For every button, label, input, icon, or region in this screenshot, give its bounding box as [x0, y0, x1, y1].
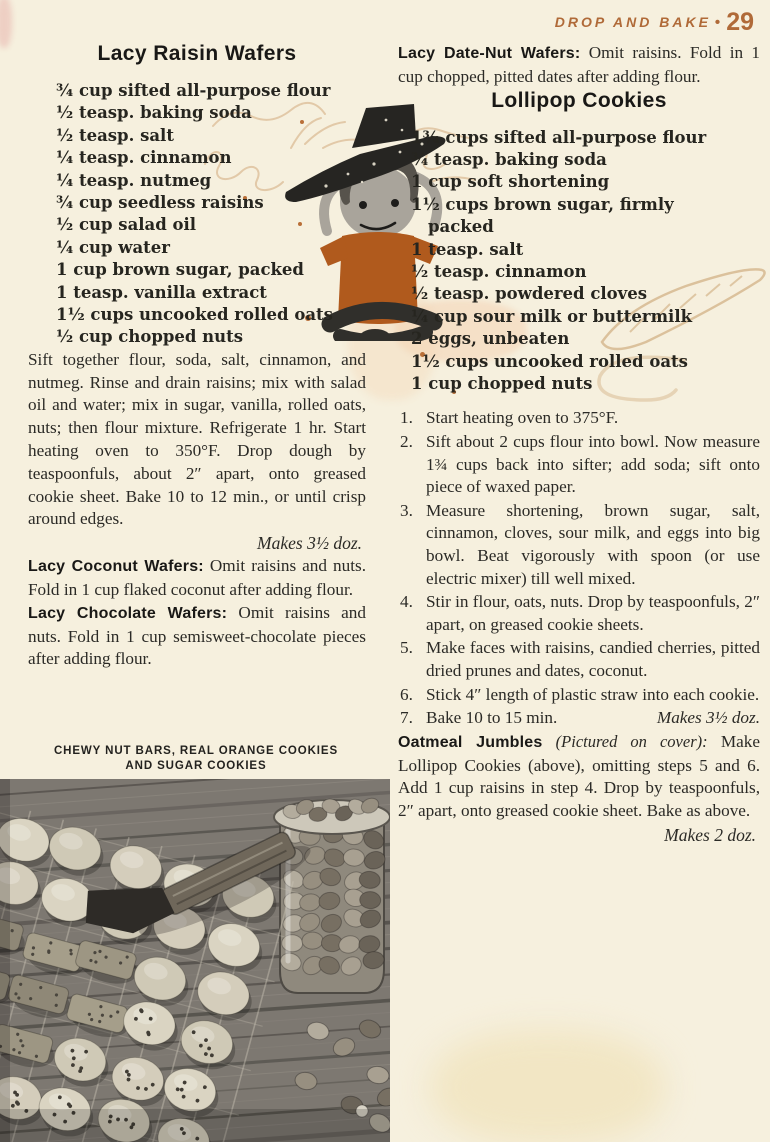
ingredient-line: 1 teasp. salt	[411, 239, 524, 259]
ingredient-list	[28, 80, 366, 349]
ingredient-line: ¾ cup sifted all-purpose flour	[56, 81, 331, 100]
variation-name: Lacy Date-Nut Wafers:	[398, 45, 581, 62]
variation-name: Lacy Chocolate Wafers:	[28, 604, 228, 622]
step-item: 6. Stick 4″ length of plastic straw into each cookie.	[400, 684, 760, 704]
variation-text: Omit raisins and nuts. Fold in 1 cup semisweet-chocolate pieces after adding flour.	[28, 602, 366, 669]
ingredient-line: ¼ cup sour milk or buttermilk	[411, 306, 693, 326]
ingredient-line: 2 eggs, unbeaten	[411, 329, 570, 349]
cookies-photo	[0, 779, 390, 1142]
ingredient-line: 1 cup soft shortening	[411, 172, 610, 192]
left-column	[28, 42, 366, 671]
pictured-note: (Pictured on cover):	[555, 731, 708, 751]
step-item: 3. Measure shortening, brown sugar, salt, cinnamon, cloves, sour milk, and eggs into big bowl. Beat vigorously with spoon (or use electric mixer) till well mixed.	[400, 500, 760, 588]
step-item: 7. Bake 10 to 15 min. Makes 3½ doz.	[398, 707, 760, 730]
pink-edge-mark	[0, 0, 12, 48]
ingredient-line: 1½ cups uncooked rolled oats	[56, 305, 333, 325]
separator-dot: •	[714, 14, 721, 31]
ingredient-line: 1½ cups brown sugar, firmly packed	[411, 194, 674, 237]
ingredient-line: ¾ teasp. baking soda	[411, 150, 607, 169]
cookies-photo-art	[0, 779, 390, 1142]
step-item: 5. Make faces with raisins, candied cherries, pitted dried prunes and dates, coconut.	[400, 638, 760, 680]
step-item: 2. Sift about 2 cups flour into bowl. Now measure 1¾ cups back into sifter; add soda; sift onto piece of waxed paper.	[400, 432, 760, 497]
yield-note: Makes 3½ doz.	[656, 708, 760, 728]
ingredient-line: 1 cup brown sugar, packed	[56, 260, 304, 280]
oatmeal-jumbles-paragraph	[398, 731, 760, 823]
recipe-name: Oatmeal Jumbles	[398, 733, 543, 751]
yield-note: Makes 3½ doz.	[257, 533, 362, 554]
ingredient-line: 1 teasp. vanilla extract	[56, 282, 267, 302]
section-title: DROP AND BAKE	[554, 14, 711, 30]
page-number: 29	[726, 8, 754, 36]
ingredient-line: 1 cup chopped nuts	[411, 374, 593, 394]
ingredient-line: ¾ cup seedless raisins	[56, 193, 264, 213]
ingredient-line: ½ teasp. salt	[56, 125, 174, 145]
caption-line: AND SUGAR COOKIES	[125, 760, 267, 772]
ingredient-line: ½ cup chopped nuts	[56, 327, 244, 347]
ingredient-line: ½ teasp. cinnamon	[411, 262, 587, 282]
caption-line: CHEWY NUT BARS, REAL ORANGE COOKIES	[53, 745, 339, 757]
variation-name: Lacy Coconut Wafers:	[28, 558, 204, 576]
variation-text: Omit raisins and nuts. Fold in 1 cup flaked coconut after adding flour.	[28, 556, 366, 600]
oatmeal-text: Make Lollipop Cookies (above), omitting steps 5 and 6. Add 1 cup raisins in step 4. Drop by teaspoonfuls, 2″ apart, onto greased cookie sheet. Bake as above.	[398, 731, 760, 821]
right-column	[398, 42, 760, 847]
step-item: 1. Start heating oven to 375°F.	[400, 408, 619, 428]
variation-coconut	[28, 555, 366, 602]
yield-note: Makes 2 doz.	[664, 824, 756, 845]
recipe-title-lollipop-cookies: Lollipop Cookies	[491, 88, 667, 112]
running-head	[555, 8, 754, 37]
ingredient-line: ¼ teasp. cinnamon	[56, 148, 232, 168]
ingredient-line: ¼ teasp. nutmeg	[56, 170, 212, 190]
method-steps	[398, 407, 760, 729]
variation-date-nut	[398, 42, 760, 89]
ingredient-line: ½ teasp. baking soda	[56, 103, 252, 123]
method-paragraph: Sift together flour, soda, salt, cinnamon, and nutmeg. Rinse and drain raisins; mix with salad oil and water; mix in sugar, vanilla, rolled oats, nuts; then flour mixture. Refrigerate 1 hr. Start heating oven to 350°F. Drop dough by teaspoonfuls, about 2″ apart, onto greased cookie sheet. Bake 10 to 12 min., or until crisp around edges.	[28, 349, 366, 529]
variation-chocolate	[28, 602, 366, 671]
ingredient-line: ¼ cup water	[56, 237, 170, 257]
variation-text: Omit raisins. Fold in 1 cup chopped, pitted dates after adding flour.	[398, 43, 760, 86]
stain-patch	[430, 1030, 665, 1142]
ingredient-line: 1½ cups uncooked rolled oats	[411, 351, 688, 371]
ingredient-line: 1¾ cups sifted all-purpose flour	[411, 127, 707, 147]
step-item: 4. Stir in flour, oats, nuts. Drop by teaspoonfuls, 2″ apart, on greased cookie sheets.	[400, 592, 760, 634]
recipe-title-lacy-raisin-wafers: Lacy Raisin Wafers	[97, 42, 297, 65]
ingredient-line: ½ cup salad oil	[56, 215, 197, 235]
photo-caption	[10, 744, 382, 774]
ingredient-line: ½ teasp. powdered cloves	[411, 284, 648, 304]
ingredient-list	[398, 127, 760, 396]
